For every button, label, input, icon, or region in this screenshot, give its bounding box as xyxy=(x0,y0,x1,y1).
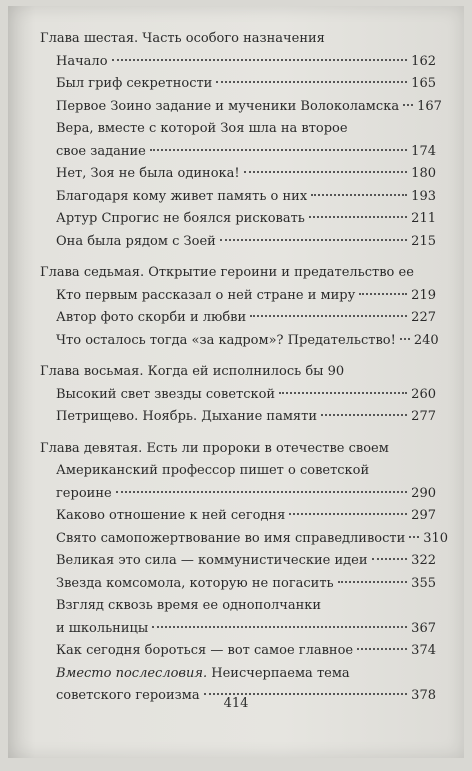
dot-leader xyxy=(289,513,407,515)
toc-entry-text xyxy=(56,163,436,186)
chapter-title: Глава седьмая. Открытие героини и предательство ее xyxy=(40,265,414,280)
dot-leader xyxy=(372,558,408,560)
toc-entry-line xyxy=(56,307,436,330)
toc-page-number: 367 xyxy=(411,620,436,636)
toc-entry-label xyxy=(56,663,350,686)
toc-entry[interactable] xyxy=(56,231,436,254)
toc-entry-line xyxy=(56,595,436,618)
toc-entry-line xyxy=(56,663,436,686)
chapter-section xyxy=(40,28,442,253)
toc-entry[interactable] xyxy=(56,186,436,209)
dot-leader xyxy=(311,194,407,196)
toc-page-number: 310 xyxy=(423,530,449,546)
toc-entry-label: Каково отношение к ней сегодня xyxy=(56,508,286,523)
toc-entry-text xyxy=(56,595,436,640)
toc-entry-line xyxy=(56,573,436,596)
toc-entry-label: Высокий свет звезды советской xyxy=(56,386,276,402)
toc-entry-label: Был гриф секретности xyxy=(56,76,213,91)
toc-entry-line xyxy=(56,505,436,528)
toc-entry[interactable] xyxy=(56,208,436,231)
chapter-entries xyxy=(40,51,442,254)
toc-entry-text xyxy=(56,550,436,573)
toc-entry[interactable] xyxy=(56,595,436,640)
toc-entry-text xyxy=(56,573,436,596)
dot-leader xyxy=(279,392,407,394)
toc-entry[interactable] xyxy=(56,384,436,407)
toc-entry-line xyxy=(56,618,436,641)
toc-entry[interactable] xyxy=(56,573,436,596)
toc-page-number: 215 xyxy=(411,233,436,249)
toc-entry-label: Великая это сила — коммунистические идеи xyxy=(56,553,368,568)
toc-entry-label-rest: Неисчерпаема тема xyxy=(211,665,350,681)
toc-entry-text xyxy=(56,505,436,528)
toc-page-number: 374 xyxy=(411,643,436,658)
toc-entry-line xyxy=(56,384,436,407)
toc-page-number: 277 xyxy=(411,409,436,424)
toc-page-number: 211 xyxy=(411,211,436,226)
toc-entry-text xyxy=(56,118,436,163)
dot-leader xyxy=(403,104,413,106)
toc-entry-label: Автор фото скорби и любви xyxy=(56,310,247,325)
chapter-title: Глава восьмая. Когда ей исполнилось бы 90 xyxy=(40,364,345,379)
toc-entry-label: Благодаря кому живет память о них xyxy=(56,188,308,204)
chapter-section xyxy=(40,262,439,352)
dot-leader xyxy=(409,536,419,538)
toc-entry-label: и школьницы xyxy=(56,620,149,636)
dot-leader xyxy=(357,648,407,650)
book-page xyxy=(8,6,464,758)
toc-entry-text xyxy=(56,384,436,407)
italic-prefix: Вместо послесловия. xyxy=(56,665,208,681)
chapter-title: Глава девятая. Есть ли пророки в отечестве своем xyxy=(40,440,389,456)
toc-entry[interactable] xyxy=(56,640,436,663)
toc-entry[interactable] xyxy=(56,51,436,74)
toc-entry-text xyxy=(56,528,449,551)
toc-page-number: 180 xyxy=(411,166,436,181)
toc-entry-text xyxy=(56,285,436,308)
dot-leader xyxy=(244,171,408,173)
toc-entry-line xyxy=(56,285,436,308)
toc-entry-line xyxy=(56,118,436,141)
toc-entry-text xyxy=(56,307,436,330)
toc-page-number: 162 xyxy=(411,53,436,69)
dot-leader xyxy=(150,149,407,151)
dot-leader xyxy=(400,338,410,340)
toc-entry-text xyxy=(56,186,436,209)
toc-entry-label: Взгляд сквозь время ее однополчанки xyxy=(56,598,322,613)
toc-entry-line xyxy=(56,208,436,231)
toc-entry-text xyxy=(56,51,436,74)
toc-entry-text xyxy=(56,208,436,231)
toc-entry-label: Начало xyxy=(56,53,108,69)
toc-page-number: 378 xyxy=(411,688,436,703)
toc-page-number: 322 xyxy=(411,553,436,568)
toc-entry-label: свое задание xyxy=(56,143,146,159)
toc-entry[interactable] xyxy=(56,163,436,186)
toc-entry-line xyxy=(56,330,439,353)
toc-entry-label: Звезда комсомола, которую не погасить xyxy=(56,575,334,591)
toc-entry[interactable] xyxy=(56,528,449,551)
toc-entry[interactable] xyxy=(56,118,436,163)
toc-entry-label: Первое Зоино задание и мученики Волоколамска xyxy=(56,98,400,114)
toc-page-number: 260 xyxy=(411,386,436,402)
toc-entry-label: Нет, Зоя не была одинока! xyxy=(56,166,240,181)
chapter-title: Глава шестая. Часть особого назначения xyxy=(40,31,325,46)
toc-entry-label: героине xyxy=(56,485,112,501)
toc-entry-line xyxy=(56,460,436,483)
toc-entry-text xyxy=(56,96,442,119)
toc-entry-line xyxy=(56,96,442,119)
toc-entry-label: Артур Спрогис не боялся рисковать xyxy=(56,211,305,226)
toc-entry[interactable] xyxy=(56,460,436,505)
toc-entry-line xyxy=(56,163,436,186)
toc-entry-label: Как сегодня бороться — вот самое главное xyxy=(56,643,354,658)
dot-leader xyxy=(204,693,408,695)
toc-entry-line xyxy=(56,231,436,254)
toc-entry-line xyxy=(56,483,436,506)
toc-entry-label: Она была рядом с Зоей xyxy=(56,233,216,249)
toc-entry[interactable] xyxy=(56,505,436,528)
table-of-contents xyxy=(40,28,449,717)
toc-page-number: 290 xyxy=(411,485,436,501)
toc-page-number: 227 xyxy=(411,310,436,325)
toc-entry-text xyxy=(56,231,436,254)
toc-entry-text xyxy=(56,73,436,96)
chapter-section xyxy=(40,438,449,708)
toc-entry[interactable] xyxy=(56,330,439,353)
toc-entry-text xyxy=(56,460,436,505)
dot-leader xyxy=(321,414,407,416)
toc-entry-line xyxy=(56,406,436,429)
dot-leader xyxy=(250,315,407,317)
dot-leader xyxy=(116,491,407,493)
toc-page-number: 193 xyxy=(411,188,436,204)
dot-leader xyxy=(112,59,408,61)
toc-entry-line xyxy=(56,640,436,663)
toc-entry-label: Кто первым рассказал о ней стране и миру xyxy=(56,287,356,303)
toc-entry-line xyxy=(56,141,436,164)
dot-leader xyxy=(359,293,407,295)
chapter-entries xyxy=(40,460,449,708)
toc-entry[interactable] xyxy=(56,550,436,573)
toc-entry-text xyxy=(56,330,439,353)
toc-entry-line xyxy=(56,51,436,74)
dot-leader xyxy=(152,626,407,628)
toc-entry[interactable] xyxy=(56,406,436,429)
toc-page-number: 165 xyxy=(411,76,436,91)
chapter-section xyxy=(40,361,436,429)
toc-entry-line xyxy=(56,528,449,551)
toc-entry-text xyxy=(56,406,436,429)
toc-page-number: 167 xyxy=(417,98,442,114)
toc-entry-label: Что осталось тогда «за кадром»? Предательство! xyxy=(56,332,396,348)
dot-leader xyxy=(216,81,407,83)
toc-entry[interactable] xyxy=(56,285,436,308)
toc-entry[interactable] xyxy=(56,307,436,330)
chapter-entries xyxy=(40,384,436,429)
toc-entry-text xyxy=(56,640,436,663)
toc-entry[interactable] xyxy=(56,96,442,119)
toc-entry-label: советского героизма xyxy=(56,688,200,703)
toc-entry-label: Вера, вместе с которой Зоя шла на второе xyxy=(56,121,348,136)
toc-entry-line xyxy=(56,186,436,209)
toc-entry-label: Свято самопожертвование во имя справедливости xyxy=(56,530,406,546)
chapter-entries xyxy=(40,285,439,353)
dot-leader xyxy=(220,239,407,241)
toc-entry-label: Американский профессор пишет о советской xyxy=(56,463,370,478)
toc-entry-label: Петрищево. Ноябрь. Дыхание памяти xyxy=(56,409,317,424)
toc-entry-line xyxy=(56,73,436,96)
dot-leader xyxy=(309,216,407,218)
dot-leader xyxy=(338,581,408,583)
toc-entry[interactable] xyxy=(56,73,436,96)
toc-page-number: 219 xyxy=(411,287,436,303)
toc-page-number: 355 xyxy=(411,575,436,591)
toc-page-number: 297 xyxy=(411,508,436,523)
toc-entry-line xyxy=(56,550,436,573)
toc-page-number: 240 xyxy=(413,332,439,348)
page-number: 414 xyxy=(223,696,249,711)
toc-page-number: 174 xyxy=(411,143,436,159)
